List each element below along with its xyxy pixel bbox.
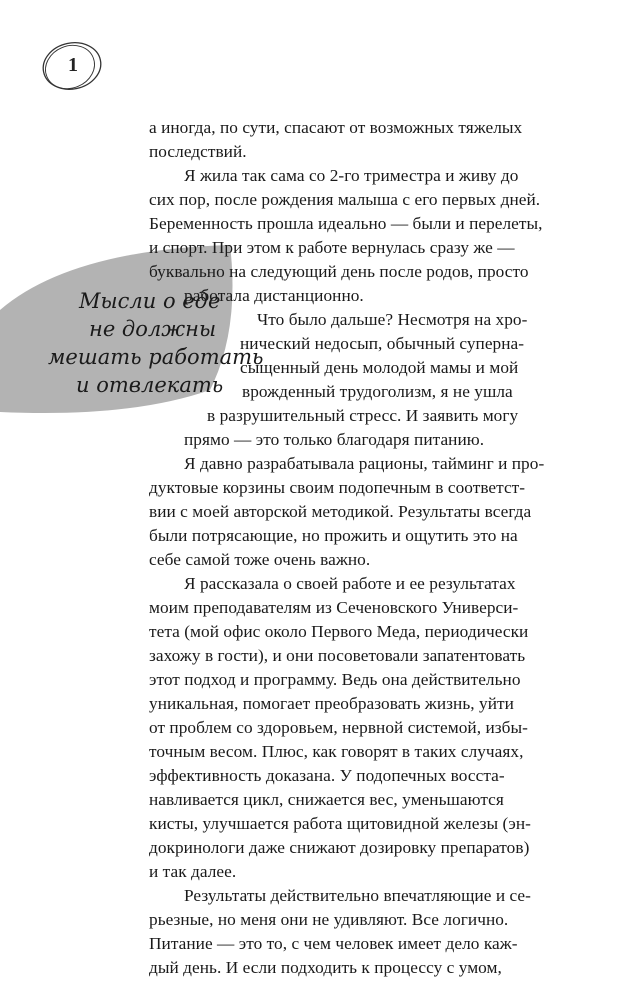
- pull-quote-line: мешать работать: [48, 345, 264, 369]
- text-line: и так далее.: [149, 862, 237, 881]
- pull-quote-line: не должны: [89, 317, 217, 341]
- text-line: дуктовые корзины своим подопечным в соответст-: [149, 478, 526, 497]
- text-line: кисты, улучшается работа щитовидной железы (эн-: [149, 814, 531, 833]
- text-line: Питание — это то, с чем человек имеет дело каж-: [149, 934, 518, 953]
- text-line: моим преподавателям из Сеченовского Универси-: [149, 598, 519, 617]
- text-line: точным весом. Плюс, как говорят в таких случаях,: [149, 742, 524, 761]
- text-line: Что было дальше? Несмотря на хро-: [257, 310, 528, 329]
- text-line: сыщенный день молодой мамы и мой: [240, 358, 519, 377]
- pull-quote-line: и отвлекать: [76, 373, 224, 397]
- text-line: в разрушительный стресс. И заявить могу: [207, 406, 519, 425]
- text-line: прямо — это только благодаря питанию.: [184, 430, 485, 449]
- text-line: а иногда, по сути, спасают от возможных тяжелых: [149, 118, 523, 137]
- page-number: 1: [68, 54, 78, 76]
- text-line: захожу в гости), и они посоветовали запатентовать: [149, 646, 526, 665]
- text-line: и спорт. При этом к работе вернулась сразу же —: [149, 238, 515, 257]
- text-line: уникальная, помогает преобразовать жизнь, уйти: [149, 694, 514, 713]
- pull-quote-line: Мысли о еде: [79, 289, 221, 313]
- text-line: эффективность доказана. У подопечных восста-: [149, 766, 505, 785]
- text-line: сих пор, после рождения малыша с его первых дней.: [149, 190, 541, 209]
- text-line: были потрясающие, но прожить и ощутить это на: [149, 526, 518, 545]
- text-line: вии с моей авторской методикой. Результаты всегда: [149, 502, 532, 521]
- text-line: рьезные, но меня они не удивляют. Все логично.: [149, 910, 509, 929]
- text-line: врожденный трудоголизм, я не ушла: [242, 382, 513, 401]
- text-line: докринологи даже снижают дозировку препаратов): [149, 838, 530, 857]
- text-line: дый день. И если подходить к процессу с умом,: [149, 958, 502, 977]
- text-line: Я жила так сама со 2-го триместра и живу до: [184, 166, 519, 185]
- text-line: от проблем со здоровьем, нервной системой, избы-: [149, 718, 528, 737]
- text-line: этот подход и программу. Ведь она действительно: [149, 670, 521, 689]
- text-line: Беременность прошла идеально — были и перелеты,: [149, 214, 543, 233]
- text-line: себе самой тоже очень важно.: [149, 550, 371, 569]
- text-line: Я давно разрабатывала рационы, тайминг и про-: [184, 454, 545, 473]
- text-line: последствий.: [149, 142, 247, 161]
- text-line: буквально на следующий день после родов, просто: [149, 262, 529, 281]
- text-line: тета (мой офис около Первого Меда, периодически: [149, 622, 529, 641]
- text-line: Я рассказала о своей работе и ее результатах: [184, 574, 516, 593]
- text-line: навливается цикл, снижается вес, уменьшаются: [149, 790, 504, 809]
- text-line: Результаты действительно впечатляющие и се-: [184, 886, 531, 905]
- text-line: нический недосып, обычный суперна-: [240, 334, 525, 353]
- text-line: работала дистанционно.: [184, 286, 364, 305]
